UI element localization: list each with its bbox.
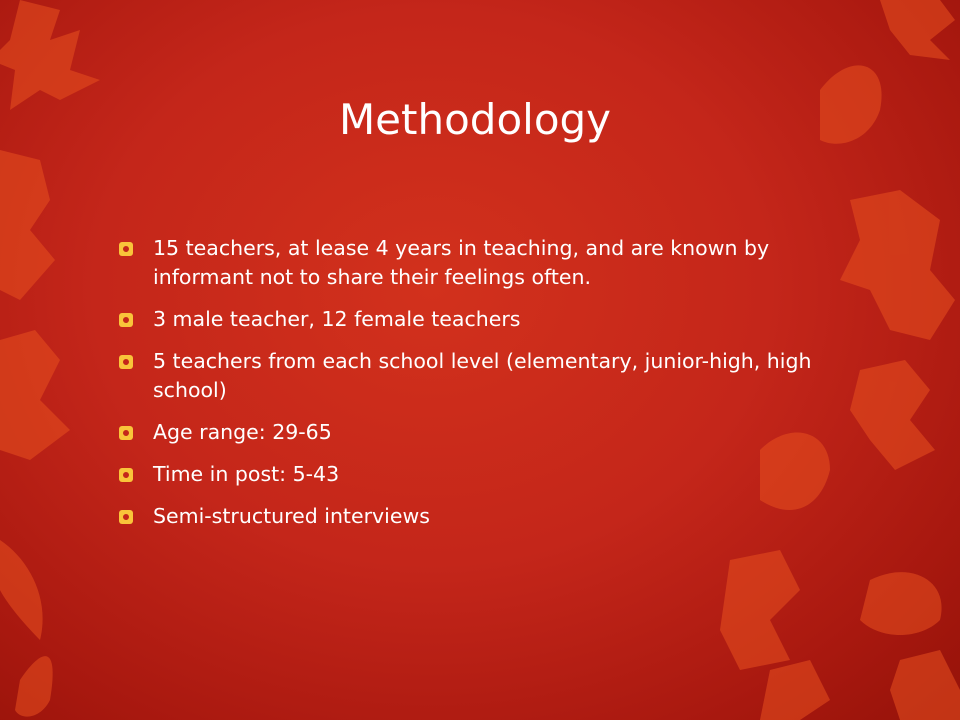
bullet-text: 15 teachers, at lease 4 years in teaching, and are known by informant not to share their feelings often. — [153, 236, 770, 289]
quad-dot-bullet-icon — [118, 425, 134, 441]
list-item — [118, 305, 848, 334]
list-item — [118, 460, 848, 489]
leaf-icon — [0, 540, 43, 640]
quad-dot-bullet-icon — [118, 241, 134, 257]
bullet-text: Semi-structured interviews — [153, 504, 430, 528]
maple-leaf-icon — [760, 660, 830, 720]
quad-dot-bullet-icon — [118, 312, 134, 328]
quad-dot-bullet-icon — [118, 509, 134, 525]
maple-leaf-icon — [890, 650, 960, 720]
leaf-icon — [15, 656, 53, 716]
bullet-text: 3 male teacher, 12 female teachers — [153, 307, 521, 331]
quad-dot-bullet-icon — [118, 354, 134, 370]
maple-leaf-icon — [850, 360, 935, 470]
maple-leaf-icon — [880, 0, 955, 60]
bullet-text: Age range: 29-65 — [153, 420, 332, 444]
list-item — [118, 347, 848, 405]
leaf-icon — [860, 572, 942, 635]
bullet-list — [118, 234, 848, 544]
slide-title: Methodology — [338, 95, 612, 144]
bullet-text: 5 teachers from each school level (elementary, junior-high, high school) — [153, 349, 812, 402]
maple-leaf-icon — [720, 550, 800, 670]
bullet-text: Time in post: 5-43 — [153, 462, 340, 486]
list-item — [118, 418, 848, 447]
maple-leaf-icon — [840, 190, 955, 340]
list-item — [118, 234, 848, 292]
maple-leaf-icon — [0, 150, 55, 300]
quad-dot-bullet-icon — [118, 467, 134, 483]
list-item — [118, 502, 848, 531]
maple-leaf-icon — [0, 330, 70, 460]
